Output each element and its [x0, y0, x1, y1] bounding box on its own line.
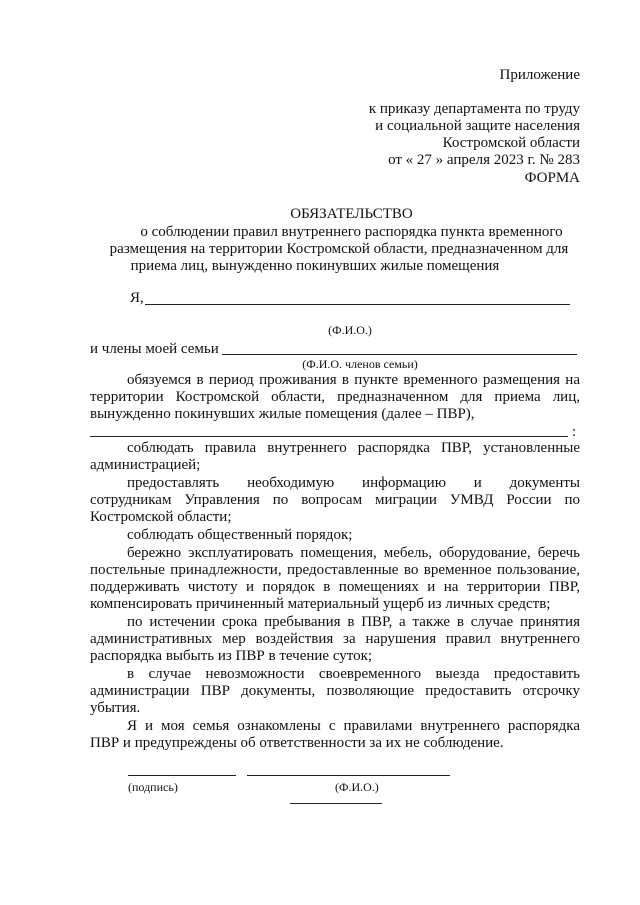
form-label: ФОРМА: [524, 170, 580, 186]
acknowledgement-line-1: Я и моя семья ознакомлены с правилами внутреннего распорядка: [127, 718, 580, 734]
order-date-number: от « 27 » апреля 2023 г. № 283: [388, 152, 580, 168]
fio-caption: (Ф.И.О.): [328, 323, 372, 337]
rule-4-line-3: поддерживать чистоту и порядок в помещениях и на территории ПВР,: [90, 579, 580, 595]
obligation-intro-line-2: территории Костромской области, предназначенном для приема лиц,: [90, 389, 580, 405]
rule-3-line-1: соблюдать общественный порядок;: [127, 527, 353, 543]
rule-4-line-1: бережно эксплуатировать помещения, мебель, оборудование, беречь: [127, 545, 580, 561]
document-title: ОБЯЗАТЕЛЬСТВО: [290, 206, 413, 222]
rule-6-line-3: убытия.: [90, 700, 141, 716]
title-subline-2: размещения на территории Костромской области, предназначенном для: [109, 241, 569, 257]
colon: :: [572, 424, 577, 440]
i-label: Я,: [130, 290, 144, 306]
rule-4-line-4: компенсировать причиненный материальный ущерб из личных средств;: [90, 596, 551, 612]
family-caption: (Ф.И.О. членов семьи): [302, 357, 418, 371]
rule-6-line-1: в случае невозможности своевременного выезда предоставить: [127, 666, 580, 682]
title-subline-1: о соблюдении правил внутреннего распорядка пункта временного: [140, 224, 563, 240]
rule-2-line-1: предоставлять необходимую информацию и документы: [127, 475, 580, 491]
order-reference-line-3: Костромской области: [442, 135, 580, 151]
rule-1-line-1: соблюдать правила внутреннего распорядка ПВР, установленные: [127, 440, 580, 456]
date-input-line[interactable]: [290, 803, 382, 804]
family-label: и члены моей семьи: [90, 341, 219, 357]
signature-input-line[interactable]: [128, 775, 236, 776]
order-reference-line-2: и социальной защите населения: [375, 118, 580, 134]
acknowledgement-line-2: ПВР и предупреждены об ответственности за их не соблюдение.: [90, 735, 504, 751]
title-subline-3: приема лиц, вынужденно покинувших жилые помещения: [130, 258, 500, 274]
signature-fio-input-line[interactable]: [247, 775, 450, 776]
rule-1-line-2: администрацией;: [90, 457, 201, 473]
rule-6-line-2: администрации ПВР документы, позволяющие предоставить отсрочку: [90, 683, 580, 699]
extra-input-line[interactable]: [90, 436, 568, 437]
fio-input-line[interactable]: [145, 304, 570, 305]
rule-4-line-2: постельные принадлежности, предоставленные во временное пользование,: [90, 562, 580, 578]
signature-caption: (подпись): [128, 780, 178, 794]
family-input-line[interactable]: [222, 354, 577, 355]
signature-fio-caption: (Ф.И.О.): [335, 780, 379, 794]
rule-5-line-2: административных мер воздействия за нарушения правил внутреннего: [90, 631, 580, 647]
order-reference-line-1: к приказу департамента по труду: [368, 101, 580, 117]
rule-2-line-3: Костромской области;: [90, 509, 232, 525]
rule-5-line-1: по истечении срока пребывания в ПВР, а также в случае принятия: [127, 614, 580, 630]
rule-5-line-3: распорядка выбыть из ПВР в течение суток;: [90, 648, 373, 664]
rule-2-line-2: сотрудникам Управления по вопросам миграции УМВД России по: [90, 492, 580, 508]
obligation-intro-line-3: вынужденно покинувших жилые помещения (далее – ПВР),: [90, 406, 475, 422]
obligation-intro-line-1: обязуемся в период проживания в пункте временного размещения на: [127, 372, 580, 388]
appendix-label: Приложение: [499, 67, 580, 83]
